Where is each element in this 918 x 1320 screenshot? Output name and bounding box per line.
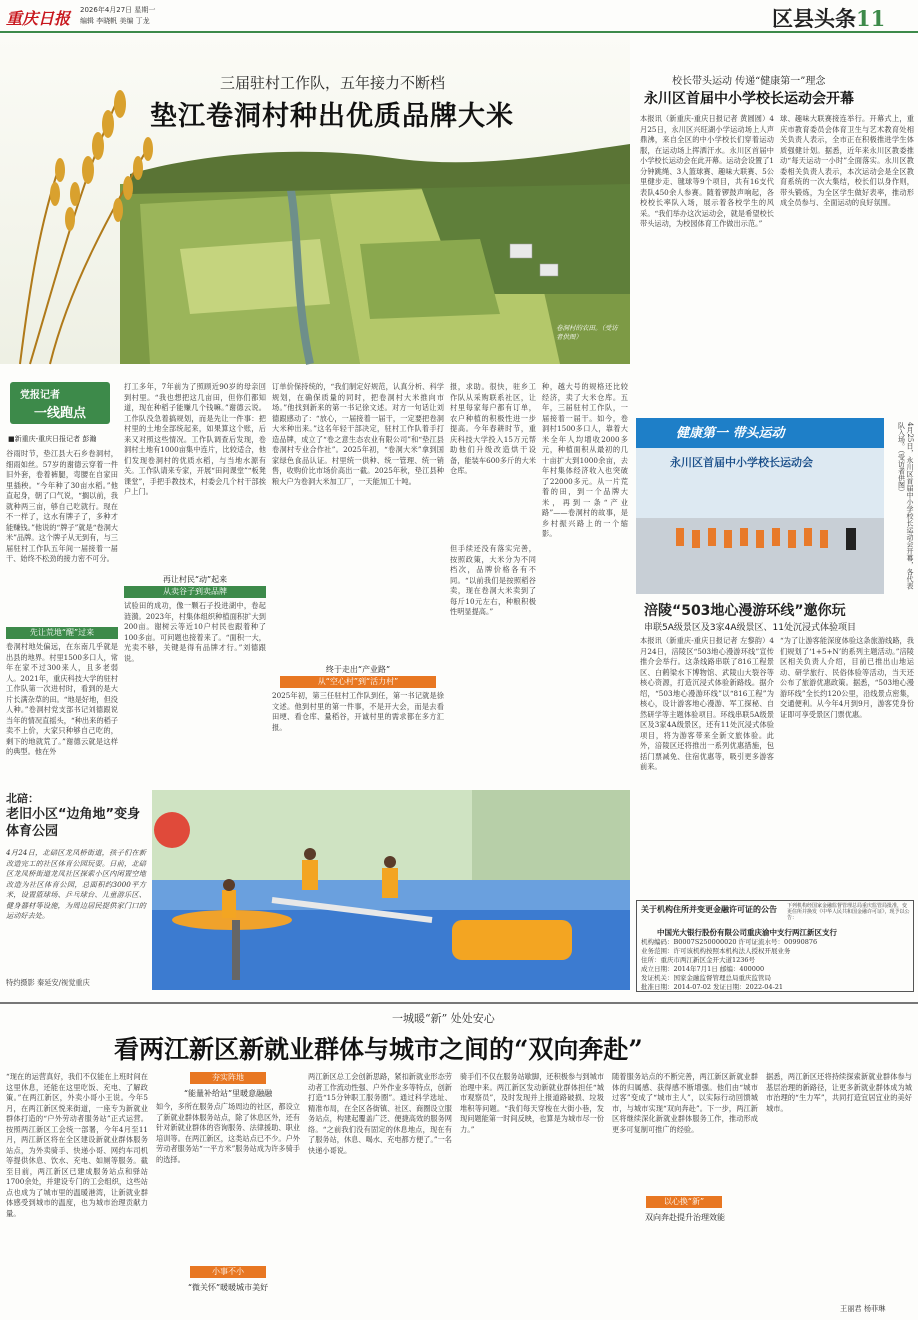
beibei-headline: 老旧小区“边角地”变身体育公园 (6, 807, 141, 839)
fuling-headline: 涪陵“503地心漫游环线”邀你玩 (644, 603, 846, 619)
bottom-col4: 骑手们不仅在服务站歇脚，还积极参与到城市治理中来。两江新区发动新就业群体担任“城市观察员”，及时发现并上报道路破损、垃圾堆积等问题。“我们每天穿梭在大街小巷，发现问题能第一时间反映，也算是为城市尽一份力。” (460, 1072, 604, 1134)
main-headline: 垫江卷洞村种出优质品牌大米 (150, 101, 514, 132)
bottom-byline: 王丽君 杨菲琳 (840, 1304, 886, 1313)
main-col4b: 但手续还没有落实完善，按照政策，大米分为不同档次，品牌价格各有不同。“以前我们是按照稻谷卖，现在卷洞大米卖到了每斤10元左右，种粮积极性明显提高。” (450, 544, 536, 616)
yongchuan-headline: 永川区首届中小学校长运动会开幕 (644, 91, 854, 107)
main-col5: 种，越大号的规格还比较经济，卖了大米仓库。五年，三届驻村工作队，一届接着一届干。如今，卷洞村1500多口人，靠着大米全年人均增收2000多元，种植面积从最初的几十亩扩大到1000余亩，去年村集体经济收入也突破了22000多元。从一片荒着的田，到一个品牌大米，再到一条“产业路”——卷洞村的故事，是乡村振兴路上的一个缩影。 (542, 382, 628, 538)
masthead-rule (0, 31, 918, 33)
main-photo-caption: 卷洞村的农田。（受访者供图） (556, 324, 618, 341)
main-sub1-text: 先让荒地“醒”过来 (29, 628, 95, 637)
beibei-credit: 特约摄影 秦延安/视觉重庆 (6, 978, 90, 987)
date-line: 2026年4月27日 星期一 (80, 6, 156, 14)
bank-notice (636, 900, 914, 992)
badge-line1: 党报记者 (20, 390, 60, 401)
bottom-sub3b: 双向奔赴提升治理效能 (645, 1213, 725, 1222)
main-col3: 订单价保持统的，“我们制定好规范，认真分析、科学规划，在确保质量的同时，把卷洞村大米推向市场。”他找到新来的第一书记徐文述。对方一句话让刘德跟感动了：“放心，一届接着一届干，一定要把卷洞大米种出来。”这名年轻干部决定，驻村工作队着手打造品牌，成立了“卷之意生态农业有限公司”和“垫江县卷洞村专业合作社”。2025年初，“卷洞大米”拿到国家绿色食品认证。村里统一供种、统一管理、统一销售，收购价比市场价高出一截。2025年秋，垫江县种粮大户为卷洞大米加工厂，一天能加工十吨。 (272, 382, 444, 486)
bottom-col3: 两江新区总工会创新思路，紧扣新就业形态劳动者工作流动性强、户外作业多等特点，创新打造“15分钟职工服务圈”。通过科学选址、精准布局，在全区各街镇、社区、商圈设立服务站点，构建起覆盖广泛、便捷高效的服务网络。“之前我们没有固定的休息地点，现在有了服务站，休息、喝水、充电都方便了。”一名快递小哥说。 (308, 1072, 452, 1155)
yongchuan-banner-slogan: 健康第一 带头运动 (676, 426, 785, 441)
section-name: 区县头条 (772, 6, 856, 31)
badge-line2: 一线跑点 (34, 406, 87, 421)
main-sub1-bar (6, 627, 118, 639)
main-col1b: 卷洞村地处偏远，在东南几乎就是出县的地界。村里1500多口人，常年在家不过300来人，且多老弱人。2021年，重庆科技大学的驻村工作队第一次进村时，看到的是大片长满杂草的田。“地是好地，但没人种。”卷洞村党支部书记刘德跟说当年的情况直摇头，“种出来的稻子卖不上价，大家只种够自己吃的，剩下的地就荒了。”谢德云就是这样的典型。他在外 (6, 642, 118, 756)
bottom-col5: 随着服务站点的不断完善，两江新区新就业群体的归属感、获得感不断增强。他们由“城市过客”变成了“城市主人”，以实际行动回馈城市，与城市实现“双向奔赴”。下一步，两江新区将继续深化新就业群体服务工作，推动形成更多可复制可推广的经验。 (612, 1072, 758, 1134)
section-title (772, 3, 885, 33)
notice-row-5: 发证机关：国家金融监督管理总局重庆监管局 (641, 974, 771, 982)
sports-park-illustration (152, 790, 630, 990)
main-sub5: 从“空心村”到“活力村” (280, 676, 436, 688)
yongchuan-photo (636, 418, 884, 594)
bottom-story (0, 1008, 918, 1320)
bottom-sub1b: “能量补给站”里暖意融融 (183, 1089, 273, 1098)
notice-row-1: 机构编码：B0007S250000020 许可证流水号：00990876 (641, 938, 818, 946)
notice-row-2: 业务范围：许可该机构按照本机构法人授权开展业务 (641, 947, 791, 955)
bottom-sub2b: “微关怀”暖暖城市美好 (187, 1283, 269, 1292)
page-number: 11 (856, 6, 886, 31)
yongchuan-kicker: 校长带头运动 传递“健康第一”理念 (672, 76, 826, 87)
reporter-badge (10, 382, 110, 424)
main-col2b: 试验田的成功，像一颗石子投进湖中，卷起涟漪。2023年，村集体组织种植面积扩大到200亩。谢树云等近10户村民也跟着种了100多亩。可问题也接着来了。“面积一大，光卖不够，关键是得有品牌才行。”刘德跟说。 (124, 601, 266, 663)
fuling-body2: “为了让游客能深度体验这条旅游线路，我们规划了‘1+5+N’的系列主题活动。”涪陵区相关负责人介绍，目前已推出山地运动、研学旅行、民俗体验等活动，当天还公布了旅游优惠政策。据悉，“503地心漫游环线”全长约120公里，沿线景点密集，交通便利。从今年4月到9月，游客凭身份证即可享受景区门票优惠。 (780, 636, 914, 719)
beibei-body: 4月24日，北碚区龙凤桥街道，孩子们在新改造完工的社区体育公园玩耍。日前，北碚区龙凤桥街道龙凤社区探索小区内闲置空地改造为社区体育公园，总面积约3000平方米，设置篮球场、乒乓球台、儿童游乐区、健身器材等设施，为周边居民提供家门口的运动好去处。 (6, 848, 146, 920)
main-story (0, 34, 630, 756)
main-col4: 报，求助。很快，驻乡工作队从采购联系社区，让村里每家每户都有订单，农户种植的积极性进一步提高。今年春耕时节，重庆科技大学投入15万元帮助他们升级改造烘干设备，能装车600多斤的大米仓库。 (450, 382, 536, 475)
notice-intro: 下列机构经国家金融监督管理总局重庆监管局批准，变更住所并换发《中华人民共和国金融许可证》，现予以公告： (787, 903, 910, 921)
main-sub2: 再让村民“动”起来 (162, 575, 228, 584)
bottom-col2: 如今，多所在服务点广场周边的社区，都设立了新就业群体服务站点，除了休息区外，还有针对新就业群体的咨询服务、法律援助、职业培训等。在两江新区，这类站点已不少。户外劳动者服务站“一平方米”服务站成为许多骑手的选择。 (156, 1102, 300, 1164)
main-kicker: 三届驻村工作队，五年接力不断档 (220, 74, 446, 92)
bottom-divider (0, 1002, 918, 1004)
bottom-headline: 看两江新区新就业群体与城市之间的“双向奔赴” (114, 1035, 643, 1064)
sports-meet-illustration (636, 418, 884, 594)
yongchuan-body-left: 本报讯（新重庆-重庆日报记者 黄圆圆）4月25日，永川区兴旺湖小学运动场上人声鼎沸，来自全区的中小学校长们穿着运动服，在运动场上挥洒汗水。永川区首届中小学校长运动会在此开幕。运动会设置了1分钟跳绳、3人篮球赛、趣味大联赛、5公里健步走、毽球等9个项目，共有16支代表队450余人参赛。随着锣鼓声响起，各校校长率队入场，展示着各校学生的风采。“我们举办这次运动会，就是希望校长带头运动，为校园体育工作做出示范。” (640, 114, 774, 228)
main-sub3: 从卖谷子到卖品牌 (124, 586, 266, 598)
yongchuan-banner-title: 永川区首届中小学校长运动会 (670, 456, 813, 469)
bottom-col6: 据悉，两江新区还将持续探索新就业群体参与基层治理的新路径，让更多新就业群体成为城市治理的“生力军”，共同打造宜居宜业的美好城市。 (766, 1072, 912, 1113)
notice-title: 关于机构住所并变更金融许可证的公告 (641, 905, 777, 914)
main-sub4: 终于走出“产业路” (325, 665, 391, 674)
beibei-location: 北碚： (6, 792, 39, 805)
notice-row-4: 成立日期：2014年7月1日 邮编：400000 (641, 965, 765, 973)
bottom-kicker: 一城暖“新” 处处安心 (392, 1012, 495, 1025)
yongchuan-side-caption: 4月25日，永川区首届中小学校长运动会开幕，各代表队入场。（受访者供图） (897, 422, 914, 590)
beibei-photo (152, 790, 630, 990)
bottom-sub1: 夯实阵地 (190, 1072, 266, 1084)
fuling-body: 本报讯（新重庆-重庆日报记者 左黎韵）4月24日，涪陵区“503地心漫游环线”宣传推介会举行。这条线路串联了816工程景区、白鹤梁水下博物馆、武陵山大裂谷等核心资源，打造沉浸式体验新路线。据介绍，“503地心漫游环线”以“816工程”为核心，设计游客地心漫游、军工探秘、自然研学等主题体验项目。环线串联5A级景区及3家4A级景区，还有11处沉浸式体验项目，将为游客带来全新文旅体验。此外，涪陵区还将推出一系列优惠措施，包括门票减免、住宿优惠等，吸引更多游客前来。 (640, 636, 774, 771)
fuling-subtitle: 串联5A级景区及3家4A级景区、11处沉浸式体验项目 (644, 623, 856, 633)
notice-row-6: 批准日期：2014-07-02 发证日期：2022-04-21 (641, 983, 784, 991)
main-byline: ■新重庆-重庆日报记者 彭瀚 (8, 435, 97, 443)
bottom-sub3: 以心换“新” (646, 1196, 722, 1208)
notice-row-3: 住所：重庆市两江新区金开大道1236号 (641, 956, 756, 964)
main-col1: 谷雨时节，垫江县大石乡卷洞村，细雨如丝。57岁的谢德云穿着一件旧外套，卷着裤腿，弯腰在自家田里插秧。“今年种了30亩水稻。”他直起身，朝了口气说，“搁以前，我就种两三亩，够自己吃就行。现在不一样了，这水有牌子了，多种才能赚钱。”他说的“牌子”就是“卷洞大米”品牌。这个牌子从无到有，与三届驻村工作队五年间一届接着一届干、始终不松劲的接力密不可分。 (6, 449, 118, 563)
newspaper-logo: 重庆日报 (6, 9, 71, 28)
beibei-story (0, 790, 630, 992)
editors-line: 编辑 李晓帆 美编 丁龙 (80, 17, 150, 25)
yongchuan-story (636, 34, 918, 594)
main-col2: 打工多年，7年前为了照顾近90岁的母亲回到村里。“我也想把这几亩田，但你们都知道，现在种稻子能赚几个钱嘛。”谢德云说。工作队没急着搞规划，而是先让一件事：把村里的土地全部统起来，如果算这个账，后来又对照这些情况。工作队调查后发现，卷洞村土地有1000亩集中连片，比较适合，他们发现卷洞村的优质水稻，与当地水源有关。工作队请来专家，开展“田间课堂”“板凳课堂”，手把手教技术，村委会几个村干部挨户上门。 (124, 382, 266, 496)
bottom-col1: “现在的运营真好，我们不仅能在上班时间在这里休息，还能在这里吃饭、充电、了解政策。”在两江新区，外卖小哥小王说。今年5月，在两江新区悦来街道，一座专为新就业群体打造的“户外劳动者服务站”正式运营。按照两江新区工会统一部署，今年4月至11月，两江新区将在全区建设新就业群体服务站点，为外卖骑手、快递小哥、网约车司机等提供休息、饮水、充电、如厕等服务。截至目前，两江新区已建成服务站点和驿站1700余处，并建设专门的工会组织，这些站点也成为了城市里的温暖港湾，让新就业群体感受到城市的温度，也为城市治理贡献力量。 (6, 1072, 148, 1218)
bottom-sub2: 小事不小 (190, 1266, 266, 1278)
main-col3b: 2025年初，第三任驻村工作队到任，第一书记就是徐文述。他到村里的第一件事，不是开大会，而是去看田埂、看仓库、量稻谷，开诚村里的需求都在多方汇报。 (272, 691, 444, 732)
masthead (0, 0, 918, 32)
notice-bank-name: 中国光大银行股份有限公司重庆渝中支行两江新区支行 (657, 928, 837, 937)
yongchuan-body-right: 球、趣味大联赛接连举行。开幕式上，重庆市教育委员会体育卫生与艺术教育处相关负责人表示，全市正在积极推进学生体质强健计划。据悉，近年来永川区教委推动“每天运动一小时”全面落实。永川区教委相关负责人表示，本次运动会是全区教育系统的一次大集结，校长们以身作则，带头锻炼，为全区学生做好表率，推动形成全员参与、全面运动的良好氛围。 (780, 114, 914, 207)
fuling-story (636, 598, 918, 896)
